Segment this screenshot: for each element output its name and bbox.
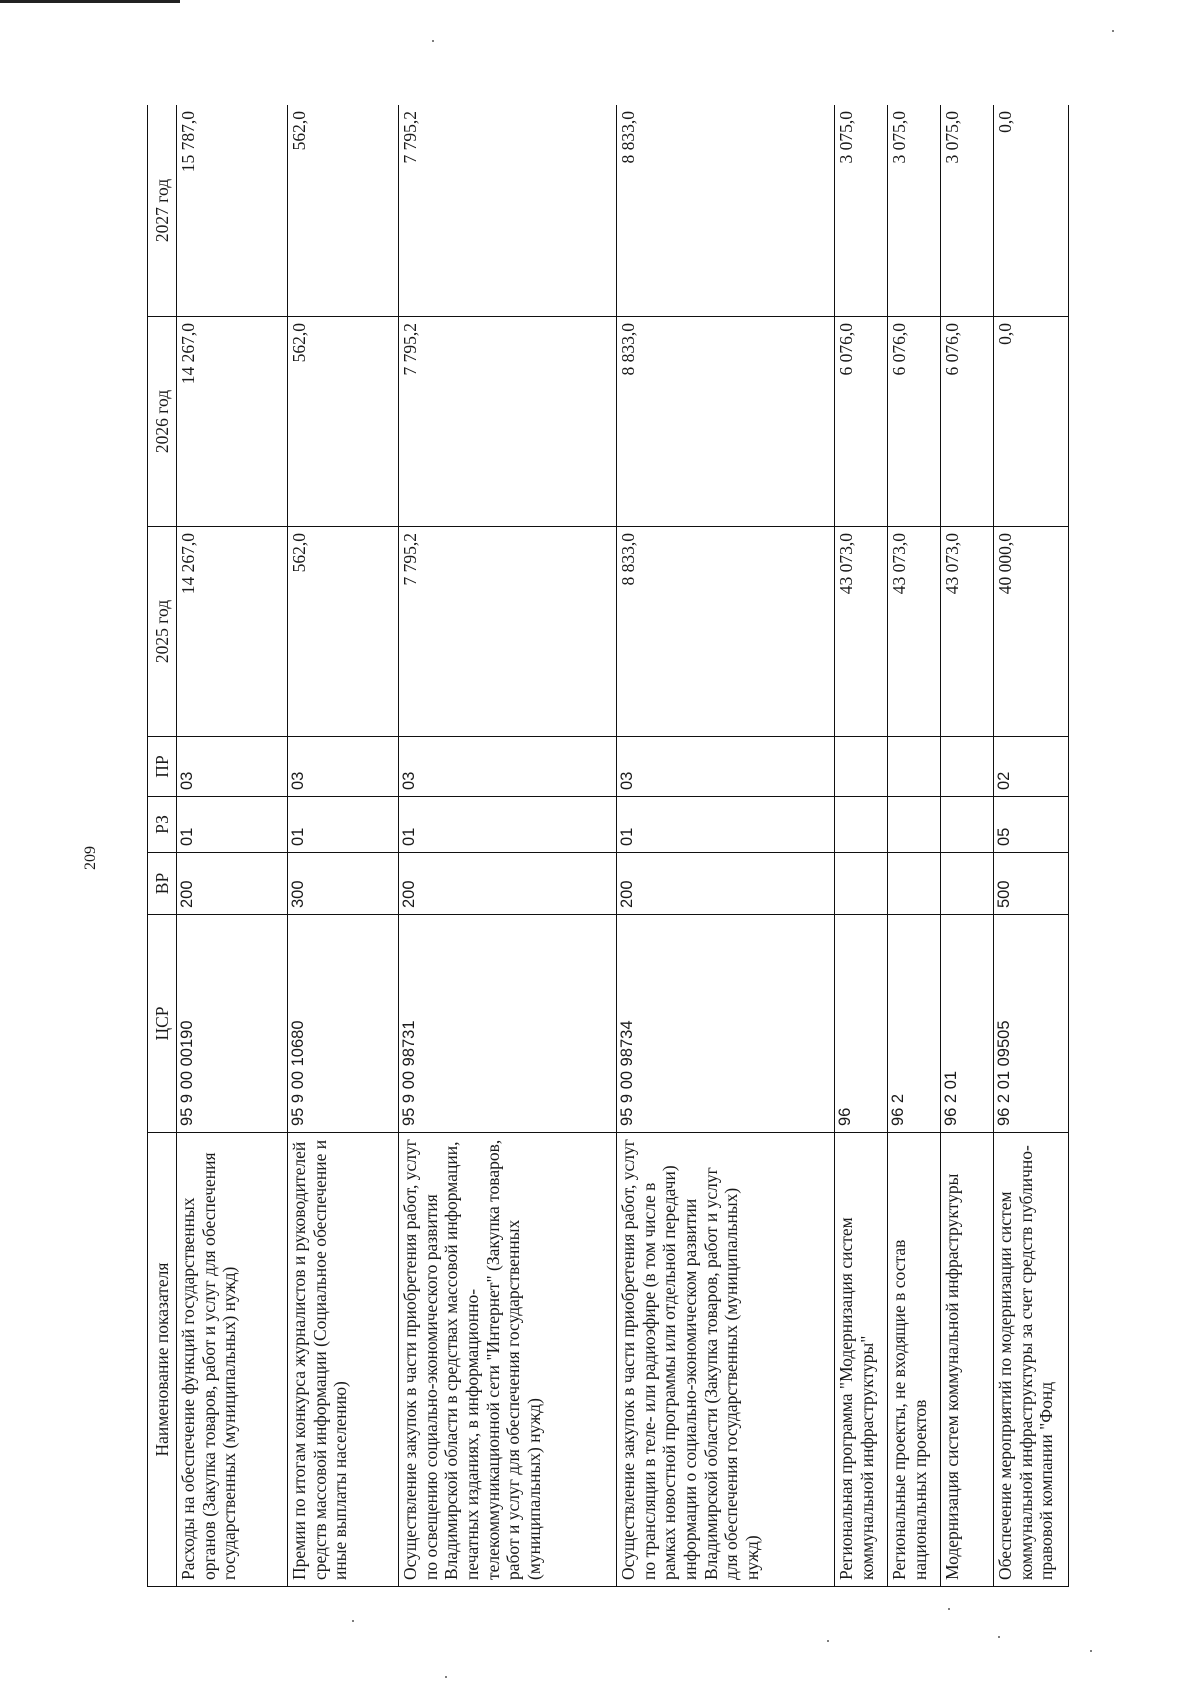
- scan-speck: [352, 1620, 354, 1622]
- row-csr: 95 9 00 98731: [399, 915, 617, 1133]
- table-header-row: [148, 105, 177, 1587]
- row-rz: 05: [994, 797, 1069, 853]
- scan-speck: [948, 1608, 950, 1610]
- header-2025: 2025 год: [148, 527, 177, 737]
- row-2026: 0,0: [994, 317, 1069, 527]
- table-row: [835, 105, 888, 1587]
- scan-speck: [445, 1676, 447, 1678]
- row-2027: 562,0: [288, 105, 399, 317]
- row-name: Осуществление закупок в части приобретения работ, услуг по трансляции в теле- или радиоэфире (в том числе в рамках новостной программы или отдельной передачи) информации о социально-экономическом развитии Владимирской области (Закупка товаров, работ и услуг для обеспечения государственных (муниципальных) нужд): [617, 1133, 835, 1587]
- row-2025: 562,0: [288, 527, 399, 737]
- row-name: Региональная программа "Модернизация систем коммунальной инфраструктуры": [835, 1133, 888, 1587]
- row-pr: 03: [177, 737, 288, 797]
- row-csr: 95 9 00 00190: [177, 915, 288, 1133]
- scan-speck: [1090, 1650, 1092, 1652]
- row-rz: [941, 797, 994, 853]
- row-rz: [888, 797, 941, 853]
- row-vr: 300: [288, 853, 399, 915]
- table-row: [994, 105, 1069, 1587]
- header-vr: ВР: [148, 853, 177, 915]
- header-pr: ПР: [148, 737, 177, 797]
- scan-speck: [432, 40, 434, 42]
- row-csr: 96 2 01 09505: [994, 915, 1069, 1133]
- scan-speck: [998, 1636, 1000, 1638]
- row-2027: 3 075,0: [941, 105, 994, 317]
- header-name: Наименование показателя: [148, 1133, 177, 1587]
- row-2026: 8 833,0: [617, 317, 835, 527]
- row-2027: 0,0: [994, 105, 1069, 317]
- row-2026: 14 267,0: [177, 317, 288, 527]
- budget-table: [147, 105, 1069, 1587]
- row-vr: [888, 853, 941, 915]
- header-csr: ЦСР: [148, 915, 177, 1133]
- row-vr: 200: [617, 853, 835, 915]
- row-csr: 95 9 00 98734: [617, 915, 835, 1133]
- row-name: Региональные проекты, не входящие в состав национальных проектов: [888, 1133, 941, 1587]
- row-rz: 01: [288, 797, 399, 853]
- header-2027: 2027 год: [148, 105, 177, 317]
- row-name: Модернизация систем коммунальной инфраструктуры: [941, 1133, 994, 1587]
- row-pr: 03: [288, 737, 399, 797]
- row-vr: [941, 853, 994, 915]
- header-rz: РЗ: [148, 797, 177, 853]
- row-csr: 96 2: [888, 915, 941, 1133]
- row-2025: 43 073,0: [835, 527, 888, 737]
- row-2027: 8 833,0: [617, 105, 835, 317]
- row-2027: 3 075,0: [835, 105, 888, 317]
- scan-speck: [1112, 30, 1114, 32]
- budget-table-container: [147, 105, 1087, 1587]
- row-name: Осуществление закупок в части приобретения работ, услуг по освещению социально-экономического развития Владимирской области в средствах массовой информации, печатных изданиях, в информационно-телекоммуникационной сети "Интернет" (Закупка товаров, работ и услуг для обеспечения государственных (муниципальных) нужд): [399, 1133, 617, 1587]
- row-2026: 6 076,0: [835, 317, 888, 527]
- row-2027: 15 787,0: [177, 105, 288, 317]
- row-rz: 01: [177, 797, 288, 853]
- row-2026: 6 076,0: [888, 317, 941, 527]
- table-row: [288, 105, 399, 1587]
- row-csr: 95 9 00 10680: [288, 915, 399, 1133]
- row-pr: 02: [994, 737, 1069, 797]
- table-row: [399, 105, 617, 1587]
- row-rz: 01: [617, 797, 835, 853]
- scan-speck: [827, 1640, 829, 1642]
- row-2027: 7 795,2: [399, 105, 617, 317]
- row-vr: 200: [177, 853, 288, 915]
- row-pr: [835, 737, 888, 797]
- row-pr: [941, 737, 994, 797]
- row-2025: 7 795,2: [399, 527, 617, 737]
- row-2027: 3 075,0: [888, 105, 941, 317]
- row-2026: 7 795,2: [399, 317, 617, 527]
- row-2025: 43 073,0: [941, 527, 994, 737]
- row-csr: 96: [835, 915, 888, 1133]
- table-row: [941, 105, 994, 1587]
- row-csr: 96 2 01: [941, 915, 994, 1133]
- scan-edge-mark: [0, 0, 180, 3]
- row-2026: 562,0: [288, 317, 399, 527]
- row-pr: 03: [399, 737, 617, 797]
- table-row: [617, 105, 835, 1587]
- row-vr: 500: [994, 853, 1069, 915]
- row-name: Обеспечение мероприятий по модернизации систем коммунальной инфраструктуры за счет средств публично-правовой компании "Фонд: [994, 1133, 1069, 1587]
- row-pr: [888, 737, 941, 797]
- row-vr: 200: [399, 853, 617, 915]
- page-number: 209: [82, 846, 99, 870]
- row-rz: 01: [399, 797, 617, 853]
- row-2026: 6 076,0: [941, 317, 994, 527]
- table-row: [177, 105, 288, 1587]
- row-2025: 40 000,0: [994, 527, 1069, 737]
- row-vr: [835, 853, 888, 915]
- row-name: Премии по итогам конкурса журналистов и руководителей средств массовой информации (Социальное обеспечение и иные выплаты населению): [288, 1133, 399, 1587]
- row-pr: 03: [617, 737, 835, 797]
- table-row: [888, 105, 941, 1587]
- row-rz: [835, 797, 888, 853]
- row-2025: 8 833,0: [617, 527, 835, 737]
- row-name: Расходы на обеспечение функций государственных органов (Закупка товаров, работ и услуг для обеспечения государственных (муниципальных) нужд): [177, 1133, 288, 1587]
- row-2025: 43 073,0: [888, 527, 941, 737]
- header-2026: 2026 год: [148, 317, 177, 527]
- row-2025: 14 267,0: [177, 527, 288, 737]
